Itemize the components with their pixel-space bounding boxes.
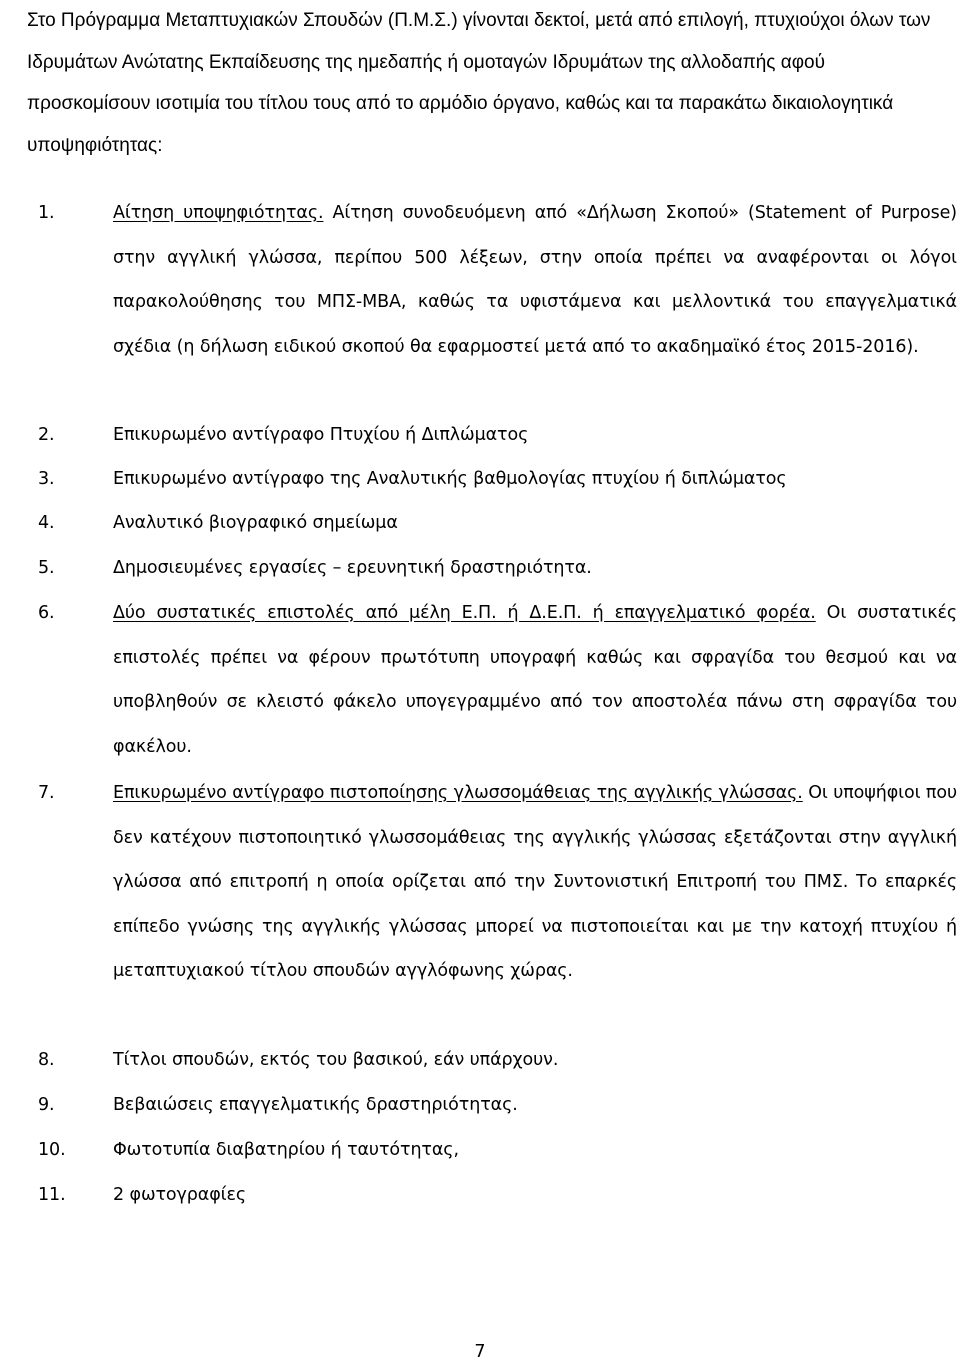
list-item-11	[38, 1173, 957, 1218]
list-item-1	[38, 191, 957, 369]
list-item-number: 1.	[38, 203, 55, 223]
list-item-title: Φωτοτυπία διαβατηρίου ή ταυτότητας,	[113, 1140, 459, 1160]
list-item-text	[113, 546, 957, 591]
list-item-title: Αίτηση υποψηφιότητας.	[113, 203, 324, 223]
list-item-5	[38, 546, 957, 591]
list-item-title: Αναλυτικό βιογραφικό σημείωμα	[113, 513, 398, 533]
list-item-body: Οι συστατικές επιστολές πρέπει να φέρουν πρωτότυπη υπογραφή καθώς και σφραγίδα του θεσμού και να υποβληθούν σε κλειστό φάκελο υπογεγραμμένο από τον αποστολέα πάνω στη σφραγίδα του φακέλου.	[113, 603, 957, 757]
list-item-title: Βεβαιώσεις επαγγελματικής δραστηριότητας.	[113, 1095, 518, 1115]
list-item-7	[38, 771, 957, 994]
list-item-title: 2 φωτογραφίες	[113, 1185, 247, 1205]
list-item-9	[38, 1083, 957, 1128]
list-item-text	[113, 1038, 957, 1083]
list-item-title: Δημοσιευμένες εργασίες – ερευνητική δραστηριότητα.	[113, 558, 592, 578]
list-item-text	[113, 191, 957, 369]
list-item-body: Αίτηση συνοδευόμενη από «Δήλωση Σκοπού» (Statement of Purpose) στην αγγλική γλώσσα, περίπου 500 λέξεων, στην οποία πρέπει να αναφέρονται οι λόγοι παρακολούθησης του ΜΠΣ-MBA, καθώς τα υφιστάμενα και μελλοντικά του επαγγελματικά σχέδια (η δήλωση ειδικού σκοπού θα εφαρμοστεί μετά από το ακαδημαϊκό έτος 2015-2016).	[113, 203, 957, 357]
list-item-2	[38, 413, 957, 458]
list-item-number: 2.	[38, 425, 55, 445]
list-item-title: Επικυρωμένο αντίγραφο Πτυχίου ή Διπλώματος	[113, 425, 529, 445]
list-item-8	[38, 1038, 957, 1083]
list-item-number: 5.	[38, 558, 55, 578]
list-item-text	[113, 1173, 957, 1218]
list-item-number: 3.	[38, 469, 55, 489]
list-item-body: Οι υποψήφιοι που δεν κατέχουν πιστοποιητικό γλωσσομάθειας της αγγλικής γλώσσας εξετάζονται στην αγγλική γλώσσα από επιτροπή η οποία ορίζεται από την Συντονιστική Επιτροπή του ΠΜΣ. Το επαρκές επίπεδο γνώσης της αγγλικής γλώσσας μπορεί να πιστοποιείται και με την κατοχή πτυχίου ή μεταπτυχιακού τίτλου σπουδών αγγλόφωνης χώρας.	[113, 783, 957, 981]
list-item-3	[38, 457, 957, 502]
intro-paragraph: Στο Πρόγραμμα Μεταπτυχιακών Σπουδών (Π.Μ.Σ.) γίνονται δεκτοί, μετά από επιλογή, πτυχιούχοι όλων των Ιδρυμάτων Ανώτατης Εκπαίδευσης της ημεδαπής ή ομοταγών Ιδρυμάτων της αλλοδαπής αφού προσκομίσουν ισοτιμία του τίτλου τους από το αρμόδιο όργανο, καθώς και τα παρακάτω δικαιολογητικά υποψηφιότητας:	[27, 10, 931, 156]
list-item-title: Δύο συστατικές επιστολές από μέλη Ε.Π. ή Δ.Ε.Π. ή επαγγελματικό φορέα.	[113, 603, 816, 623]
list-item-text	[113, 771, 957, 994]
list-item-text	[113, 1128, 957, 1173]
list-item-number: 8.	[38, 1050, 55, 1070]
list-item-text	[113, 1083, 957, 1128]
list-item-number: 9.	[38, 1095, 55, 1115]
list-item-number: 7.	[38, 783, 55, 803]
list-item-text	[113, 501, 957, 546]
list-item-text	[113, 591, 957, 769]
list-item-title: Επικυρωμένο αντίγραφο πιστοποίησης γλωσσομάθειας της αγγλικής γλώσσας.	[113, 783, 803, 803]
list-item-title: Επικυρωμένο αντίγραφο της Αναλυτικής βαθμολογίας πτυχίου ή διπλώματος	[113, 469, 787, 489]
list-item-4	[38, 501, 957, 546]
list-item-text	[113, 413, 957, 458]
list-item-number: 11.	[38, 1185, 66, 1205]
list-item-6	[38, 591, 957, 769]
list-item-number: 6.	[38, 603, 55, 623]
page-number: 7	[474, 1342, 486, 1362]
list-item-text	[113, 457, 957, 502]
list-item-10	[38, 1128, 957, 1173]
list-item-number: 10.	[38, 1140, 66, 1160]
list-item-title: Τίτλοι σπουδών, εκτός του βασικού, εάν υπάρχουν.	[113, 1050, 559, 1070]
list-item-number: 4.	[38, 513, 55, 533]
